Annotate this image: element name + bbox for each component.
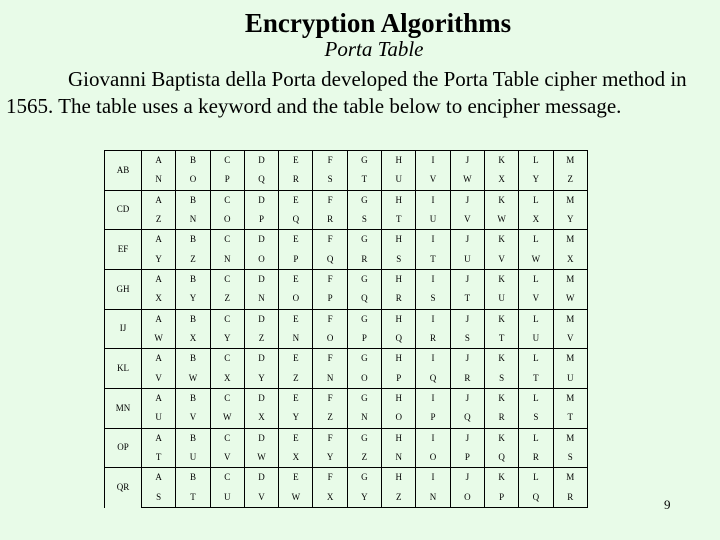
- porta-plain-cell: K: [484, 190, 518, 210]
- porta-plain-cell: K: [484, 428, 518, 448]
- porta-key-cell: MN: [105, 388, 142, 428]
- porta-cipher-cell: W: [210, 408, 244, 428]
- porta-plain-cell: D: [244, 309, 278, 329]
- porta-cipher-cell: R: [450, 369, 484, 389]
- porta-cipher-cell: Y: [347, 488, 381, 508]
- porta-plain-cell: M: [553, 190, 587, 210]
- porta-table-body: [105, 151, 588, 508]
- porta-cipher-cell: P: [279, 250, 313, 270]
- porta-cipher-cell: O: [244, 250, 278, 270]
- porta-plain-cell: C: [210, 468, 244, 488]
- porta-plain-cell: B: [176, 468, 210, 488]
- porta-cipher-cell: U: [450, 250, 484, 270]
- slide-title: Encryption Algorithms: [244, 8, 512, 38]
- porta-cipher-cell: P: [347, 329, 381, 349]
- porta-cipher-cell: Y: [519, 170, 553, 190]
- porta-plain-cell: A: [142, 269, 176, 289]
- porta-row-bottom: [105, 250, 588, 270]
- porta-cipher-cell: V: [244, 488, 278, 508]
- porta-cipher-cell: W: [244, 448, 278, 468]
- porta-key-cell: KL: [105, 349, 142, 389]
- porta-plain-cell: K: [484, 151, 518, 171]
- porta-cipher-cell: V: [519, 289, 553, 309]
- porta-plain-cell: F: [313, 388, 347, 408]
- porta-plain-cell: K: [484, 349, 518, 369]
- porta-plain-cell: F: [313, 151, 347, 171]
- porta-cipher-cell: X: [244, 408, 278, 428]
- porta-plain-cell: H: [382, 428, 416, 448]
- porta-plain-cell: M: [553, 428, 587, 448]
- porta-key-cell: OP: [105, 428, 142, 468]
- porta-cipher-cell: R: [519, 448, 553, 468]
- porta-plain-cell: I: [416, 428, 450, 448]
- porta-cipher-cell: Y: [553, 210, 587, 230]
- porta-cipher-cell: V: [450, 210, 484, 230]
- porta-cipher-cell: S: [484, 369, 518, 389]
- porta-cipher-cell: Z: [176, 250, 210, 270]
- porta-cipher-cell: P: [313, 289, 347, 309]
- porta-cipher-cell: N: [210, 250, 244, 270]
- porta-plain-cell: J: [450, 190, 484, 210]
- porta-cipher-cell: Q: [416, 369, 450, 389]
- porta-cipher-cell: T: [382, 210, 416, 230]
- porta-cipher-cell: S: [519, 408, 553, 428]
- porta-cipher-cell: X: [553, 250, 587, 270]
- porta-row-bottom: [105, 329, 588, 349]
- porta-cipher-cell: S: [553, 448, 587, 468]
- porta-plain-cell: I: [416, 468, 450, 488]
- porta-cipher-cell: N: [382, 448, 416, 468]
- porta-plain-cell: K: [484, 388, 518, 408]
- porta-plain-cell: C: [210, 309, 244, 329]
- porta-plain-cell: I: [416, 269, 450, 289]
- porta-row-bottom: [105, 289, 588, 309]
- porta-plain-cell: D: [244, 468, 278, 488]
- porta-row-top: [105, 269, 588, 289]
- porta-plain-cell: L: [519, 151, 553, 171]
- porta-plain-cell: K: [484, 230, 518, 250]
- porta-plain-cell: E: [279, 388, 313, 408]
- porta-cipher-cell: U: [553, 369, 587, 389]
- porta-plain-cell: F: [313, 349, 347, 369]
- porta-plain-cell: I: [416, 151, 450, 171]
- porta-cipher-cell: V: [553, 329, 587, 349]
- porta-cipher-cell: O: [210, 210, 244, 230]
- porta-cipher-cell: X: [176, 329, 210, 349]
- porta-plain-cell: J: [450, 468, 484, 488]
- porta-cipher-cell: S: [313, 170, 347, 190]
- porta-cipher-cell: O: [313, 329, 347, 349]
- porta-cipher-cell: W: [279, 488, 313, 508]
- porta-cipher-cell: X: [279, 448, 313, 468]
- porta-cipher-cell: O: [416, 448, 450, 468]
- porta-cipher-cell: R: [382, 289, 416, 309]
- porta-row-top: [105, 468, 588, 488]
- porta-plain-cell: E: [279, 190, 313, 210]
- porta-plain-cell: A: [142, 230, 176, 250]
- porta-cipher-cell: S: [347, 210, 381, 230]
- porta-row-bottom: [105, 369, 588, 389]
- porta-plain-cell: A: [142, 190, 176, 210]
- porta-plain-cell: I: [416, 309, 450, 329]
- porta-cipher-cell: Q: [313, 250, 347, 270]
- porta-cipher-cell: N: [416, 488, 450, 508]
- porta-cipher-cell: N: [313, 369, 347, 389]
- porta-plain-cell: C: [210, 230, 244, 250]
- porta-plain-cell: H: [382, 151, 416, 171]
- porta-plain-cell: M: [553, 269, 587, 289]
- porta-plain-cell: G: [347, 230, 381, 250]
- porta-plain-cell: D: [244, 151, 278, 171]
- porta-plain-cell: J: [450, 269, 484, 289]
- porta-cipher-cell: V: [142, 369, 176, 389]
- porta-cipher-cell: P: [450, 448, 484, 468]
- porta-cipher-cell: Q: [244, 170, 278, 190]
- porta-cipher-cell: W: [519, 250, 553, 270]
- porta-cipher-cell: O: [347, 369, 381, 389]
- porta-row-bottom: [105, 448, 588, 468]
- porta-key-cell: IJ: [105, 309, 142, 349]
- porta-plain-cell: F: [313, 428, 347, 448]
- porta-plain-cell: H: [382, 309, 416, 329]
- porta-cipher-cell: Q: [382, 329, 416, 349]
- porta-row-top: [105, 190, 588, 210]
- porta-plain-cell: B: [176, 269, 210, 289]
- porta-cipher-cell: Z: [244, 329, 278, 349]
- porta-plain-cell: G: [347, 468, 381, 488]
- porta-row-bottom: [105, 488, 588, 508]
- porta-cipher-cell: Q: [279, 210, 313, 230]
- porta-cipher-cell: W: [142, 329, 176, 349]
- porta-plain-cell: F: [313, 230, 347, 250]
- porta-plain-cell: L: [519, 230, 553, 250]
- porta-cipher-cell: Y: [279, 408, 313, 428]
- porta-plain-cell: J: [450, 151, 484, 171]
- porta-plain-cell: A: [142, 151, 176, 171]
- porta-plain-cell: H: [382, 468, 416, 488]
- porta-plain-cell: D: [244, 388, 278, 408]
- porta-plain-cell: G: [347, 269, 381, 289]
- porta-plain-cell: B: [176, 230, 210, 250]
- porta-plain-cell: G: [347, 309, 381, 329]
- porta-plain-cell: G: [347, 388, 381, 408]
- porta-plain-cell: I: [416, 190, 450, 210]
- porta-cipher-cell: W: [176, 369, 210, 389]
- porta-cipher-cell: Y: [244, 369, 278, 389]
- porta-plain-cell: M: [553, 349, 587, 369]
- porta-plain-cell: I: [416, 230, 450, 250]
- porta-plain-cell: J: [450, 309, 484, 329]
- porta-cipher-cell: Y: [176, 289, 210, 309]
- porta-cipher-cell: O: [279, 289, 313, 309]
- porta-plain-cell: D: [244, 349, 278, 369]
- porta-cipher-cell: U: [210, 488, 244, 508]
- porta-plain-cell: L: [519, 388, 553, 408]
- porta-cipher-cell: Z: [553, 170, 587, 190]
- porta-cipher-cell: U: [176, 448, 210, 468]
- porta-cipher-cell: V: [176, 408, 210, 428]
- porta-cipher-cell: Q: [347, 289, 381, 309]
- porta-cipher-cell: U: [142, 408, 176, 428]
- porta-plain-cell: J: [450, 349, 484, 369]
- porta-plain-cell: B: [176, 428, 210, 448]
- porta-cipher-cell: W: [484, 210, 518, 230]
- porta-plain-cell: B: [176, 190, 210, 210]
- porta-cipher-cell: Q: [450, 408, 484, 428]
- porta-plain-cell: I: [416, 349, 450, 369]
- porta-table: [104, 150, 588, 508]
- porta-cipher-cell: N: [244, 289, 278, 309]
- porta-cipher-cell: T: [416, 250, 450, 270]
- porta-cipher-cell: Z: [142, 210, 176, 230]
- porta-cipher-cell: N: [142, 170, 176, 190]
- porta-plain-cell: K: [484, 269, 518, 289]
- porta-plain-cell: B: [176, 309, 210, 329]
- porta-cipher-cell: R: [347, 250, 381, 270]
- porta-cipher-cell: P: [210, 170, 244, 190]
- porta-plain-cell: M: [553, 388, 587, 408]
- porta-plain-cell: C: [210, 190, 244, 210]
- porta-plain-cell: F: [313, 309, 347, 329]
- porta-cipher-cell: X: [519, 210, 553, 230]
- porta-row-top: [105, 151, 588, 171]
- porta-cipher-cell: V: [416, 170, 450, 190]
- porta-plain-cell: L: [519, 269, 553, 289]
- porta-cipher-cell: Z: [382, 488, 416, 508]
- porta-plain-cell: B: [176, 388, 210, 408]
- porta-cipher-cell: X: [210, 369, 244, 389]
- porta-row-bottom: [105, 170, 588, 190]
- porta-plain-cell: E: [279, 428, 313, 448]
- porta-cipher-cell: S: [142, 488, 176, 508]
- porta-plain-cell: F: [313, 468, 347, 488]
- porta-plain-cell: I: [416, 388, 450, 408]
- porta-plain-cell: K: [484, 309, 518, 329]
- porta-plain-cell: L: [519, 190, 553, 210]
- porta-plain-cell: A: [142, 388, 176, 408]
- porta-cipher-cell: O: [382, 408, 416, 428]
- porta-plain-cell: A: [142, 468, 176, 488]
- porta-cipher-cell: T: [553, 408, 587, 428]
- porta-cipher-cell: Z: [313, 408, 347, 428]
- porta-row-bottom: [105, 408, 588, 428]
- porta-plain-cell: C: [210, 428, 244, 448]
- porta-key-cell: EF: [105, 230, 142, 270]
- porta-plain-cell: E: [279, 349, 313, 369]
- porta-plain-cell: A: [142, 309, 176, 329]
- porta-cipher-cell: O: [450, 488, 484, 508]
- porta-plain-cell: C: [210, 269, 244, 289]
- porta-plain-cell: B: [176, 349, 210, 369]
- intro-paragraph: Giovanni Baptista della Porta developed the Porta Table cipher method in 1565. The table uses a keyword and the table below to encipher message.: [6, 67, 687, 118]
- porta-key-cell: CD: [105, 190, 142, 230]
- porta-cipher-cell: S: [416, 289, 450, 309]
- porta-cipher-cell: S: [382, 250, 416, 270]
- porta-plain-cell: G: [347, 151, 381, 171]
- porta-plain-cell: E: [279, 468, 313, 488]
- porta-cipher-cell: X: [142, 289, 176, 309]
- porta-row-top: [105, 428, 588, 448]
- porta-plain-cell: G: [347, 428, 381, 448]
- porta-plain-cell: D: [244, 230, 278, 250]
- porta-cipher-cell: N: [279, 329, 313, 349]
- porta-plain-cell: L: [519, 428, 553, 448]
- porta-plain-cell: K: [484, 468, 518, 488]
- porta-plain-cell: H: [382, 349, 416, 369]
- porta-plain-cell: J: [450, 230, 484, 250]
- porta-row-top: [105, 230, 588, 250]
- porta-key-cell: GH: [105, 269, 142, 309]
- porta-plain-cell: B: [176, 151, 210, 171]
- porta-plain-cell: E: [279, 309, 313, 329]
- porta-plain-cell: C: [210, 388, 244, 408]
- porta-cipher-cell: P: [382, 369, 416, 389]
- porta-key-cell: QR: [105, 468, 142, 508]
- porta-cipher-cell: U: [416, 210, 450, 230]
- porta-cipher-cell: U: [519, 329, 553, 349]
- porta-cipher-cell: Z: [210, 289, 244, 309]
- porta-row-top: [105, 309, 588, 329]
- porta-cipher-cell: W: [553, 289, 587, 309]
- porta-plain-cell: M: [553, 468, 587, 488]
- porta-plain-cell: D: [244, 428, 278, 448]
- porta-cipher-cell: Z: [279, 369, 313, 389]
- porta-cipher-cell: X: [484, 170, 518, 190]
- porta-plain-cell: D: [244, 269, 278, 289]
- porta-cipher-cell: W: [450, 170, 484, 190]
- porta-cipher-cell: R: [484, 408, 518, 428]
- porta-plain-cell: H: [382, 388, 416, 408]
- porta-plain-cell: D: [244, 190, 278, 210]
- porta-plain-cell: C: [210, 349, 244, 369]
- porta-plain-cell: H: [382, 230, 416, 250]
- porta-plain-cell: G: [347, 190, 381, 210]
- porta-cipher-cell: U: [484, 289, 518, 309]
- porta-cipher-cell: T: [484, 329, 518, 349]
- porta-cipher-cell: V: [484, 250, 518, 270]
- porta-cipher-cell: R: [279, 170, 313, 190]
- porta-row-bottom: [105, 210, 588, 230]
- porta-plain-cell: J: [450, 388, 484, 408]
- porta-cipher-cell: Q: [484, 448, 518, 468]
- porta-cipher-cell: Y: [142, 250, 176, 270]
- porta-cipher-cell: R: [553, 488, 587, 508]
- porta-plain-cell: H: [382, 269, 416, 289]
- porta-cipher-cell: U: [382, 170, 416, 190]
- porta-plain-cell: M: [553, 230, 587, 250]
- porta-cipher-cell: Q: [519, 488, 553, 508]
- porta-row-top: [105, 388, 588, 408]
- porta-cipher-cell: X: [313, 488, 347, 508]
- porta-plain-cell: C: [210, 151, 244, 171]
- porta-cipher-cell: V: [210, 448, 244, 468]
- porta-plain-cell: F: [313, 269, 347, 289]
- porta-cipher-cell: T: [347, 170, 381, 190]
- porta-cipher-cell: R: [416, 329, 450, 349]
- porta-cipher-cell: P: [244, 210, 278, 230]
- porta-cipher-cell: N: [347, 408, 381, 428]
- porta-cipher-cell: Y: [313, 448, 347, 468]
- slide-subtitle: Porta Table: [324, 37, 424, 61]
- porta-cipher-cell: P: [416, 408, 450, 428]
- porta-key-cell: AB: [105, 151, 142, 191]
- porta-cipher-cell: Y: [210, 329, 244, 349]
- porta-plain-cell: L: [519, 349, 553, 369]
- porta-cipher-cell: O: [176, 170, 210, 190]
- porta-cipher-cell: S: [450, 329, 484, 349]
- porta-plain-cell: A: [142, 428, 176, 448]
- porta-cipher-cell: P: [484, 488, 518, 508]
- porta-plain-cell: M: [553, 151, 587, 171]
- porta-cipher-cell: T: [176, 488, 210, 508]
- porta-plain-cell: J: [450, 428, 484, 448]
- porta-cipher-cell: T: [450, 289, 484, 309]
- porta-cipher-cell: R: [313, 210, 347, 230]
- porta-plain-cell: M: [553, 309, 587, 329]
- porta-cipher-cell: N: [176, 210, 210, 230]
- porta-cipher-cell: T: [519, 369, 553, 389]
- porta-row-top: [105, 349, 588, 369]
- porta-plain-cell: L: [519, 468, 553, 488]
- porta-plain-cell: A: [142, 349, 176, 369]
- porta-plain-cell: E: [279, 151, 313, 171]
- porta-plain-cell: L: [519, 309, 553, 329]
- page-number: 9: [664, 497, 671, 512]
- porta-plain-cell: E: [279, 269, 313, 289]
- porta-cipher-cell: T: [142, 448, 176, 468]
- porta-cipher-cell: Z: [347, 448, 381, 468]
- porta-plain-cell: G: [347, 349, 381, 369]
- porta-plain-cell: H: [382, 190, 416, 210]
- porta-plain-cell: F: [313, 190, 347, 210]
- porta-plain-cell: E: [279, 230, 313, 250]
